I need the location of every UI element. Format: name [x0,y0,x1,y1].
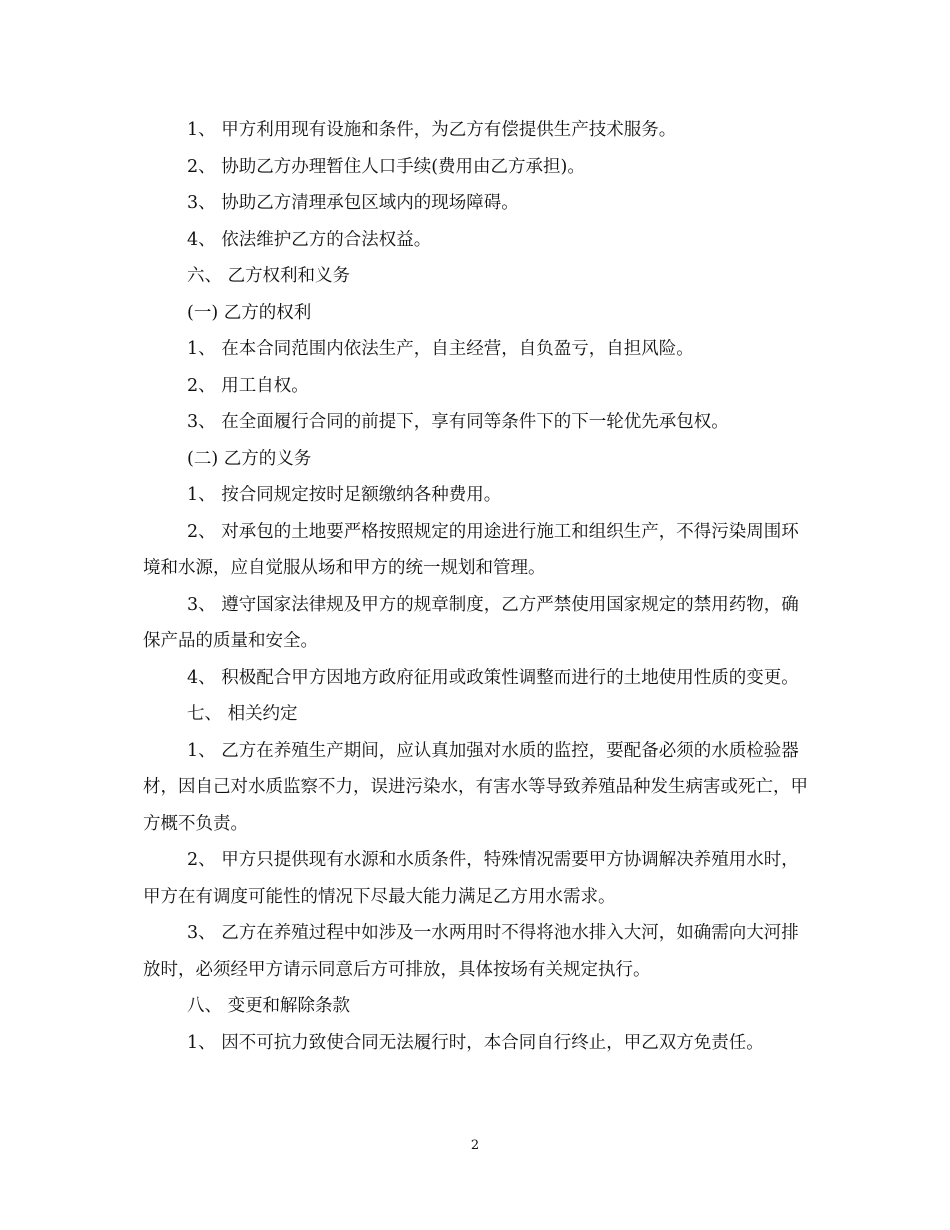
paragraph: 3、 遵守国家法律规及甲方的规章制度，乙方严禁使用国家规定的禁用药物，确保产品的质量和安全。 [143,594,799,651]
section-heading: 七、 相关约定 [187,704,298,724]
section-heading: 六、 乙方权利和义务 [187,266,351,286]
paragraph: 2、 协助乙方办理暂住人口手续(费用由乙方承担)。 [187,156,585,177]
document-body [143,112,813,1061]
subsection-heading: (一) 乙方的权利 [187,302,312,323]
paragraph: 1、 乙方在养殖生产期间，应认真加强对水质的监控，要配备必须的水质检验器材，因自己对水质监察不力，误进污染水，有害水等导致养殖品种发生病害或死亡，甲方概不负责。 [143,740,808,834]
paragraph: 4、 依法维护乙方的合法权益。 [187,229,432,250]
paragraph: 1、 按合同规定按时足额缴纳各种费用。 [187,485,502,505]
paragraph: 3、 乙方在养殖过程中如涉及一水两用时不得将池水排入大河，如确需向大河排放时，必须经甲方请示同意后方可排放，具体按场有关规定执行。 [143,923,799,980]
paragraph: 2、 对承包的土地要严格按照规定的用途进行施工和组织生产，不得污染周围环境和水源，应自觉服从场和甲方的统一规划和管理。 [143,521,799,578]
paragraph: 1、 因不可抗力致使合同无法履行时，本合同自行终止，甲乙双方免责任。 [187,1032,764,1053]
paragraph: 3、 在全面履行合同的前提下，享有同等条件下的下一轮优先承包权。 [187,412,729,432]
paragraph: 1、 甲方利用现有设施和条件，为乙方有偿提供生产技术服务。 [187,120,677,140]
paragraph: 4、 积极配合甲方因地方政府征用或政策性调整而进行的土地使用性质的变更。 [187,667,799,688]
paragraph: 1、 在本合同范围内依法生产，自主经营，自负盈亏，自担风险。 [187,339,694,359]
page-number: 2 [470,1138,480,1153]
subsection-heading: (二) 乙方的义务 [187,448,312,469]
paragraph: 2、 甲方只提供现有水源和水质条件，特殊情况需要甲方协调解决养殖用水时，甲方在有调度可能性的情况下尽最大能力满足乙方用水需求。 [143,850,799,907]
paragraph: 2、 用工自权。 [187,375,309,396]
paragraph: 3、 协助乙方清理承包区域内的现场障碍。 [187,193,519,213]
section-heading: 八、 变更和解除条款 [187,996,351,1016]
